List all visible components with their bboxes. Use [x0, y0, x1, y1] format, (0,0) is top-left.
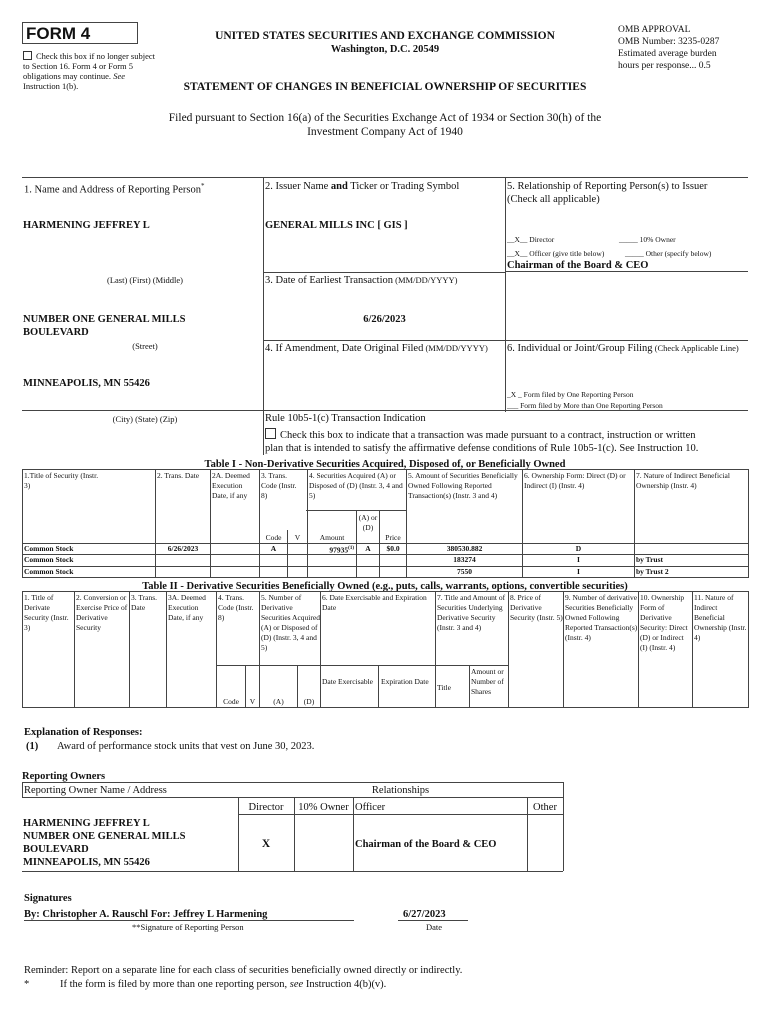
- relationship-other: _____ Other (specify below): [625, 249, 712, 258]
- earliest-transaction-date: 6/26/2023: [363, 314, 406, 325]
- ro-header-officer: Officer: [355, 802, 386, 813]
- t1-header-code: 3. Trans. Code (Instr. 8): [261, 471, 297, 500]
- t2-col-edge-left: [22, 591, 23, 708]
- t1-col-2: [155, 469, 156, 578]
- relationship-10pct-owner: _____ 10% Owner: [619, 235, 676, 244]
- statement-title: STATEMENT OF CHANGES IN BENEFICIAL OWNERSHIP OF SECURITIES: [183, 81, 587, 93]
- ro-bottom-line: [22, 871, 563, 872]
- footnote-1-text: Award of performance stock units that vest on June 30, 2023.: [57, 741, 315, 752]
- no-longer-subject-note: Check this box if no longer subject to Section 16. Form 4 or Form 5 obligations may continue. See Instruction 1(b).: [23, 51, 155, 91]
- footnote-1-number: (1): [26, 741, 39, 752]
- t2-col-7: [435, 591, 436, 708]
- t2-header-underlying: 7. Title and Amount of Securities Underlying Derivative Security (Instr. 3 and 4): [437, 593, 506, 632]
- t2-header-owned: 9. Number of derivative Securities Beneficially Owned Following Reported Transaction(s) (Instr. 4): [565, 593, 638, 642]
- t1-r2-owned: 183274: [453, 555, 476, 564]
- t1-header-title: 1.Title of Security (Instr. 3): [24, 471, 99, 490]
- t2-bottom-line: [22, 707, 748, 708]
- signature-date-line: [398, 920, 468, 921]
- box5-label: 5. Relationship of Reporting Person(s) to Issuer (Check all applicable): [507, 181, 708, 205]
- name-sublabel: (Last) (First) (Middle): [106, 275, 183, 285]
- t2-line-sub: [216, 665, 508, 666]
- t1-header-nature: 7. Nature of Indirect Beneficial Ownership (Instr. 4): [636, 471, 730, 490]
- t1-header-acquired: 4. Securities Acquired (A) or Disposed of (D) (Instr. 3, 4 and 5): [309, 471, 403, 500]
- t1-header-owned: 5. Amount of Securities Beneficially Owned Following Reported Transaction(s) (Instr. 3 and 4): [408, 471, 518, 500]
- reminder-text: Reminder: Report on a separate line for each class of securities beneficially owned directly or indirectly.: [24, 965, 463, 976]
- rule-10b5-label: Rule 10b5-1(c) Transaction Indication: [265, 413, 426, 424]
- omb-approval: [618, 24, 758, 72]
- t1-row-3-bottom: [22, 577, 748, 578]
- t2-sub-v: V: [249, 697, 256, 706]
- t2-sub-title: Title: [437, 683, 451, 692]
- ro-owner-addr1: NUMBER ONE GENERAL MILLS: [23, 831, 186, 842]
- street-sublabel: (Street): [132, 341, 158, 351]
- footer-star: *: [24, 979, 30, 990]
- ro-header-tenpct: 10% Owner: [298, 802, 349, 813]
- t2-sub-amount: Amount or Number of Shares: [471, 667, 504, 696]
- ro-owner-addr2: BOULEVARD: [23, 844, 89, 855]
- t1-line-acquired-sub: [306, 510, 406, 511]
- t1-header-form: 6. Ownership Form: Direct (D) or Indirect (I) (Instr. 4): [524, 471, 626, 490]
- agency-name: UNITED STATES SECURITIES AND EXCHANGE COMMISSION: [215, 30, 555, 42]
- t2-header-conversion: 2. Conversion or Exercise Price of Derivative Security: [76, 593, 128, 632]
- ro-top-line: [22, 782, 563, 783]
- t1-r1-form: D: [575, 544, 582, 553]
- ro-director-mark: X: [261, 838, 271, 850]
- ro-header-name: Reporting Owner Name / Address: [24, 785, 167, 796]
- signatures-title: Signatures: [24, 893, 72, 904]
- box2-label: 2. Issuer Name and Ticker or Trading Symbol: [265, 181, 460, 192]
- t1-header-date: 2. Trans. Date: [157, 471, 200, 480]
- agency-location: Washington, D.C. 20549: [330, 44, 440, 55]
- ro-owner-name: HARMENING JEFFREY L: [23, 818, 150, 829]
- ro-header1-line: [22, 797, 563, 798]
- ro-officer-title: Chairman of the Board & CEO: [355, 839, 497, 850]
- grid-line-below-city: [22, 410, 264, 411]
- officer-title-underline: [506, 271, 748, 272]
- ro-owner-addr3: MINNEAPOLIS, MN 55426: [23, 857, 150, 868]
- relationship-director: __X__ Director: [507, 235, 555, 244]
- signature-date-label: Date: [426, 922, 443, 932]
- t2-sub-d: (D): [303, 697, 315, 706]
- rule-10b5-checkbox[interactable]: [265, 428, 276, 439]
- t2-header-form: 10. Ownership Form of Derivative Security: Direct (D) or Indirect (I) (Instr. 4): [640, 593, 688, 652]
- relationship-officer: __X__ Officer (give title below): [507, 249, 605, 258]
- t2-header-code: 4. Trans. Code (Instr. 8): [218, 593, 254, 622]
- ro-col-officer: [353, 797, 354, 871]
- ro-col-edge-left: [22, 782, 23, 797]
- t1-header-deemed: 2A. Deemed Execution Date, if any: [212, 471, 250, 500]
- t2-sub-exercisable: Date Exercisable: [322, 677, 374, 686]
- t1-col-edge-left: [22, 469, 23, 578]
- table2-title: Table II - Derivative Securities Beneficially Owned (e.g., puts, calls, warrants, options, convertible securities): [142, 581, 628, 592]
- t2-header-title: 1. Title of Derivate Security (Instr. 3): [24, 593, 69, 632]
- t1-r1-owned: 380530.882: [446, 544, 483, 553]
- filed-pursuant-line1: Filed pursuant to Section 16(a) of the Securities Exchange Act of 1934 or Section 30(h) of the: [168, 112, 602, 124]
- t2-header-nature: 11. Nature of Indirect Beneficial Ownership (Instr. 4): [694, 593, 747, 642]
- signature-by: By: Christopher A. Rauschl For: Jeffrey L Harmening: [24, 909, 268, 920]
- t1-sub-ad: (A) or (D): [358, 513, 378, 532]
- t1-r2-title: Common Stock: [24, 555, 74, 564]
- table2-top-line: [22, 591, 748, 592]
- grid-line-rule: [263, 410, 748, 411]
- t1-r2-form: I: [577, 555, 580, 564]
- t1-sub-amount: Amount: [319, 533, 345, 542]
- t1-sub-v: V: [294, 533, 301, 542]
- footer-note: If the form is filed by more than one reporting person, see Instruction 4(b)(v).: [60, 979, 387, 990]
- ro-header-director: Director: [248, 802, 284, 813]
- ro-col-edge-right: [563, 782, 564, 871]
- grid-divider-2: [505, 177, 506, 412]
- reporting-person-name: HARMENING JEFFREY L: [23, 220, 150, 231]
- t2-col-expiration: [378, 665, 379, 708]
- no-longer-subject-checkbox[interactable]: [23, 51, 32, 60]
- signature-label: **Signature of Reporting Person: [132, 922, 244, 932]
- ro-header2-line: [238, 814, 563, 815]
- explanation-title: Explanation of Responses:: [24, 727, 143, 738]
- t1-sub-code: Code: [265, 533, 282, 542]
- t1-sub-price: Price: [385, 533, 401, 542]
- t1-r3-nature: by Trust 2: [636, 567, 669, 576]
- t2-col-amount: [469, 665, 470, 708]
- t2-header-exercisable: 6. Date Exercisable and Expiration Date: [322, 593, 427, 612]
- rule-10b5-text: Check this box to indicate that a transaction was made pursuant to a contract, instruction or written plan that is intended to satisfy the affirmative defense conditions of Rule 10b5-1(c). See Instruction 10.: [265, 430, 699, 454]
- form-title-box: [22, 22, 138, 44]
- ro-owner-address: [23, 817, 237, 869]
- t1-col-4: [307, 469, 308, 578]
- ro-header-other: Other: [533, 802, 557, 813]
- table1-top-line: [22, 469, 748, 470]
- t1-r1-code: A: [270, 544, 277, 553]
- issuer-name: GENERAL MILLS INC [ GIS ]: [265, 220, 408, 231]
- t1-r2-nature: by Trust: [636, 555, 664, 564]
- t2-col-4: [216, 591, 217, 708]
- grid-line-box3: [263, 272, 506, 273]
- t2-col-edge-right: [748, 591, 749, 708]
- t1-col-edge-right: [748, 469, 749, 578]
- city-sublabel: (City) (State) (Zip): [112, 414, 178, 424]
- t1-r1-date: 6/26/2023: [167, 544, 199, 553]
- t2-col-11: [692, 591, 693, 708]
- box6-label: 6. Individual or Joint/Group Filing (Check Applicable Line): [507, 343, 739, 354]
- filed-by-one-person: _X _ Form filed by One Reporting Person: [507, 390, 634, 399]
- t1-r1-price: $0.0: [386, 544, 400, 553]
- t1-r3-owned: 7550: [457, 567, 472, 576]
- t1-r3-title: Common Stock: [24, 567, 74, 576]
- grid-top-line: [22, 177, 748, 178]
- omb-burden-2: hours per response... 0.5: [618, 61, 711, 71]
- officer-title: Chairman of the Board & CEO: [507, 260, 649, 271]
- reporting-person-city: MINNEAPOLIS, MN 55426: [23, 378, 150, 389]
- box3-label: 3. Date of Earliest Transaction (MM/DD/YYYY): [265, 275, 458, 286]
- filed-pursuant-line2: Investment Company Act of 1940: [307, 126, 463, 138]
- t1-col-2a: [210, 469, 211, 578]
- t2-header-number: 5. Number of Derivative Securities Acquired (A) or Disposed of (D) (Instr. 3, 4 and 5): [261, 593, 320, 652]
- table1-title: Table I - Non-Derivative Securities Acquired, Disposed of, or Beneficially Owned: [204, 459, 566, 470]
- t2-sub-a: (A): [273, 697, 284, 706]
- t2-header-deemed: 3A. Deemed Execution Date, if any: [168, 593, 206, 622]
- t2-col-2: [74, 591, 75, 708]
- form-title: FORM 4: [26, 24, 91, 43]
- t2-header-date: 3. Trans. Date: [131, 593, 158, 612]
- omb-title: OMB APPROVAL: [618, 25, 691, 35]
- box4-label: 4. If Amendment, Date Original Filed (MM/DD/YYYY): [265, 343, 488, 354]
- ro-header-relationships: Relationships: [371, 785, 430, 796]
- t1-r1-ad: A: [365, 544, 371, 553]
- signature-line: [24, 920, 354, 921]
- t1-r1-title: Common Stock: [24, 544, 74, 553]
- t1-r3-form: I: [577, 567, 580, 576]
- signature-date: 6/27/2023: [403, 909, 446, 920]
- t1-r1-amount: 97935$^{(1)}$: [329, 545, 354, 555]
- t2-header-price: 8. Price of Derivative Security (Instr. 5): [510, 593, 563, 622]
- t2-col-5: [259, 591, 260, 708]
- omb-number: OMB Number: 3235-0287: [618, 37, 720, 47]
- grid-line-box4: [263, 340, 748, 341]
- box1-label: 1. Name and Address of Reporting Person*: [24, 182, 205, 196]
- t2-sub-expiration: Expiration Date: [381, 677, 429, 686]
- omb-burden-1: Estimated average burden: [618, 49, 717, 59]
- reporting-person-street: NUMBER ONE GENERAL MILLS BOULEVARD: [23, 314, 186, 338]
- t2-sub-code: Code: [223, 697, 239, 706]
- reporting-owners-title: Reporting Owners: [22, 771, 106, 782]
- t2-col-3a: [166, 591, 167, 708]
- filed-by-more-persons: ___ Form filed by More than One Reporting Person: [507, 401, 663, 410]
